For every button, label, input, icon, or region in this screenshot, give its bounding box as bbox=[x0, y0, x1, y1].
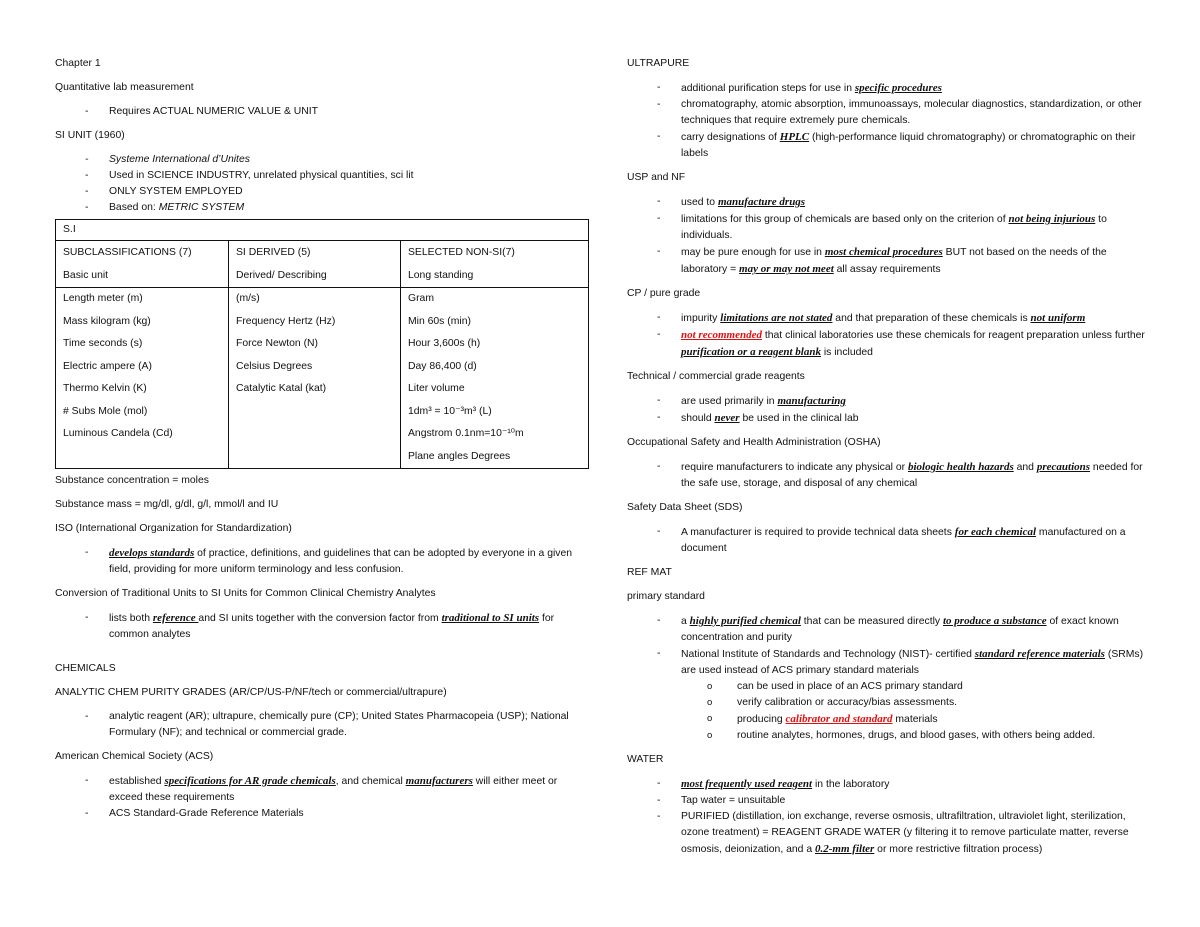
cell: Hour 3,600s (h) bbox=[408, 338, 481, 349]
list-item: - Systeme International d’Unites bbox=[55, 152, 590, 168]
table-header bbox=[401, 241, 589, 288]
text: additional purification steps for use in bbox=[681, 83, 855, 94]
list-item bbox=[55, 773, 590, 806]
ultrapure-heading: ULTRAPURE bbox=[627, 58, 690, 69]
nist-sublist bbox=[681, 679, 1149, 744]
emphasis: most frequently used reagent bbox=[681, 778, 813, 790]
list-item bbox=[627, 211, 1149, 244]
emphasis: most chemical procedures bbox=[824, 246, 943, 258]
list-item bbox=[627, 613, 1149, 646]
subheader-label: Basic unit bbox=[63, 269, 109, 281]
text: National Institute of Standards and Technology (NIST)- certified bbox=[681, 649, 975, 660]
substance-concentration: Substance concentration = moles bbox=[55, 475, 209, 486]
emphasis: reference bbox=[152, 612, 199, 624]
list-item bbox=[627, 524, 1149, 557]
emphasis: not being injurious bbox=[1008, 213, 1096, 225]
list-item: - ACS Standard-Grade Reference Materials bbox=[55, 806, 590, 822]
header-label: SELECTED NON-SI(7) bbox=[408, 247, 515, 258]
text: used to bbox=[681, 197, 718, 208]
text: for common analytes bbox=[109, 613, 555, 640]
substance-mass: Substance mass = mg/dl, g/dl, g/l, mmol/l and IU bbox=[55, 499, 279, 510]
purity-heading: ANALYTIC CHEM PURITY GRADES (AR/CP/US-P/NF/tech or commercial/ultrapure) bbox=[55, 687, 447, 698]
cell: Force Newton (N) bbox=[236, 338, 318, 349]
iso-list bbox=[55, 545, 590, 578]
text: materials bbox=[892, 714, 938, 725]
iso-heading: ISO (International Organization for Standardization) bbox=[55, 523, 292, 534]
sublist-item: o verify calibration or accuracy/bias assessments. bbox=[681, 695, 1149, 711]
acs-heading: American Chemical Society (ACS) bbox=[55, 751, 214, 762]
sublist-item bbox=[681, 711, 1149, 728]
text: manufactured on a document bbox=[681, 527, 1126, 554]
quant-heading: Quantitative lab measurement bbox=[55, 82, 194, 93]
cell: Electric ampere (A) bbox=[63, 360, 152, 372]
cell: Liter volume bbox=[408, 383, 465, 394]
list-item bbox=[627, 80, 1149, 97]
text: is included bbox=[820, 347, 873, 358]
header-label: SI DERIVED (5) bbox=[236, 247, 311, 258]
conversion-heading: Conversion of Traditional Units to SI Units for Common Clinical Chemistry Analytes bbox=[55, 588, 436, 599]
list-item: - analytic reagent (AR); ultrapure, chemically pure (CP); United States Pharmacopeia (USP); National Formulary (NF); and technical or commercial grade. bbox=[55, 709, 590, 741]
list-item bbox=[627, 809, 1149, 858]
emphasis: limitations are not stated bbox=[720, 312, 833, 324]
si-table bbox=[55, 219, 589, 469]
list-item: - chromatography, atomic absorption, immunoassays, molecular diagnostics, standardization, or other techniques that require extremely pure chemicals. bbox=[627, 97, 1149, 129]
cell: Angstrom 0.1nm=10⁻¹⁰m bbox=[408, 428, 524, 439]
text: limitations for this group of chemicals are based only on the criterion of bbox=[681, 214, 1009, 225]
si-unit-heading: SI UNIT (1960) bbox=[55, 130, 125, 141]
text: all assay requirements bbox=[833, 264, 941, 275]
list-item bbox=[627, 129, 1149, 162]
emphasis: never bbox=[714, 412, 740, 424]
list-item bbox=[627, 310, 1149, 327]
emphasis: manufacture drugs bbox=[717, 196, 806, 208]
emphasis: traditional to SI units bbox=[441, 612, 540, 624]
cell: # Subs Mole (mol) bbox=[63, 405, 148, 417]
table-header bbox=[56, 241, 229, 288]
conversion-list bbox=[55, 610, 590, 643]
emphasis: manufacturing bbox=[777, 395, 846, 407]
tech-heading: Technical / commercial grade reagents bbox=[627, 371, 805, 382]
text: should bbox=[681, 413, 715, 424]
sds-heading: Safety Data Sheet (SDS) bbox=[627, 502, 743, 513]
text: impurity bbox=[681, 313, 721, 324]
right-column bbox=[627, 56, 1149, 866]
cell: Day 86,400 (d) bbox=[408, 360, 477, 372]
table-title: S.I bbox=[56, 220, 589, 241]
water-heading: WATER bbox=[627, 754, 664, 765]
list-item bbox=[55, 545, 590, 578]
cell: 1dm³ = 10⁻³m³ (L) bbox=[408, 405, 492, 417]
emphasis: precautions bbox=[1036, 461, 1091, 473]
emphasis: to produce a substance bbox=[943, 615, 1047, 627]
list-item bbox=[627, 459, 1149, 492]
list-item bbox=[627, 776, 1149, 793]
cell: Plane angles Degrees bbox=[408, 450, 511, 462]
refmat-heading: REF MAT bbox=[627, 567, 672, 578]
emphasis: specifications for AR grade chemicals bbox=[164, 775, 336, 787]
ultrapure-list bbox=[627, 80, 1149, 162]
text: established bbox=[109, 776, 165, 787]
cell: Frequency Hertz (Hz) bbox=[236, 315, 336, 327]
emphasis: biologic health hazards bbox=[907, 461, 1014, 473]
text: that clinical laboratories use these chemicals for reagent preparation unless further bbox=[761, 330, 1145, 341]
emphasis: HPLC bbox=[779, 131, 810, 143]
text: of exact known concentration and purity bbox=[681, 616, 1119, 643]
text: Based on: bbox=[109, 202, 159, 213]
text: will either meet or exceed these requirements bbox=[109, 776, 558, 803]
cell: Thermo Kelvin (K) bbox=[63, 383, 147, 394]
chapter-heading: Chapter 1 bbox=[55, 58, 101, 69]
primary-standard-list bbox=[627, 613, 1149, 744]
subheader-label: Derived/ Describing bbox=[236, 269, 327, 281]
list-item bbox=[55, 200, 590, 216]
text: (SRMs) are used instead of ACS primary standard materials bbox=[681, 649, 1144, 676]
header-label: SUBCLASSIFICATIONS (7) bbox=[63, 247, 192, 258]
list-item bbox=[627, 410, 1149, 427]
purity-list bbox=[55, 709, 590, 741]
emphasis: standard reference materials bbox=[974, 648, 1105, 660]
text: a bbox=[681, 616, 690, 627]
text: producing bbox=[737, 714, 786, 725]
text: and SI units together with the conversion factor from bbox=[198, 613, 442, 624]
primary-standard-heading: primary standard bbox=[627, 591, 705, 602]
emphasis: not uniform bbox=[1030, 312, 1086, 324]
list-item: - ONLY SYSTEM EMPLOYED bbox=[55, 184, 590, 200]
sds-list bbox=[627, 524, 1149, 557]
quant-list bbox=[55, 104, 590, 120]
emphasis-red: not recommended bbox=[681, 329, 762, 341]
emphasis: may or may not meet bbox=[739, 263, 834, 275]
text: BUT not based on the needs of the laboratory = bbox=[681, 247, 1107, 275]
text: require manufacturers to indicate any physical or bbox=[681, 462, 908, 473]
cell: Mass kilogram (kg) bbox=[63, 315, 151, 327]
text: that can be measured directly bbox=[800, 616, 943, 627]
emphasis: highly purified chemical bbox=[689, 615, 801, 627]
cell: Catalytic Katal (kat) bbox=[236, 383, 327, 394]
cell: Celsius Degrees bbox=[236, 360, 313, 372]
emphasis-red: calibrator and standard bbox=[785, 713, 893, 725]
list-item: - Used in SCIENCE INDUSTRY, unrelated physical quantities, sci lit bbox=[55, 168, 590, 184]
text: may be pure enough for use in bbox=[681, 247, 825, 258]
text: carry designations of bbox=[681, 132, 780, 143]
acs-list bbox=[55, 773, 590, 822]
osha-heading: Occupational Safety and Health Administration (OSHA) bbox=[627, 437, 881, 448]
usp-list bbox=[627, 194, 1149, 278]
emphasis: develops standards bbox=[109, 547, 195, 559]
emphasis: purification or a reagent blank bbox=[681, 346, 821, 358]
text: to individuals. bbox=[681, 214, 1107, 241]
emphasis: specific procedures bbox=[854, 82, 942, 94]
text: are used primarily in bbox=[681, 396, 778, 407]
osha-list bbox=[627, 459, 1149, 492]
sublist-item: o routine analytes, hormones, drugs, and blood gases, with others being added. bbox=[681, 728, 1149, 744]
table-column-derived bbox=[229, 288, 401, 469]
text: and that preparation of these chemicals is bbox=[832, 313, 1031, 324]
cp-list bbox=[627, 310, 1149, 361]
list-item bbox=[627, 646, 1149, 744]
list-item bbox=[627, 393, 1149, 410]
text: and bbox=[1013, 462, 1037, 473]
table-column-non-si bbox=[401, 288, 589, 469]
emphasis: for each chemical bbox=[954, 526, 1037, 538]
subheader-label: Long standing bbox=[408, 269, 474, 281]
list-item: - Tap water = unsuitable bbox=[627, 793, 1149, 809]
water-list bbox=[627, 776, 1149, 858]
cell: (m/s) bbox=[236, 293, 260, 304]
text: PURIFIED (distillation, ion exchange, reverse osmosis, ultrafiltration, ultraviolet light, sterilization, ozone treatment) = REAGENT GRADE WATER (y filtering it to remove particulate matter, reverse osmosis, deionization, and a bbox=[681, 811, 1129, 855]
text: of practice, definitions, and guidelines that can be adopted by everyone in a given field, providing for more uniform terminology and less confusion. bbox=[109, 548, 573, 575]
table-column-basic bbox=[56, 288, 229, 469]
list-item: - Requires ACTUAL NUMERIC VALUE & UNIT bbox=[55, 104, 590, 120]
cell: Gram bbox=[408, 293, 434, 304]
list-item bbox=[627, 244, 1149, 278]
tech-list bbox=[627, 393, 1149, 427]
left-column bbox=[55, 56, 590, 830]
sublist-item: o can be used in place of an ACS primary standard bbox=[681, 679, 1149, 695]
list-item bbox=[55, 610, 590, 643]
table-header bbox=[229, 241, 401, 288]
text: be used in the clinical lab bbox=[739, 413, 859, 424]
text: or more restrictive filtration process) bbox=[874, 844, 1043, 855]
text: A manufacturer is required to provide technical data sheets bbox=[681, 527, 955, 538]
text: lists both bbox=[109, 613, 153, 624]
cell: Length meter (m) bbox=[63, 293, 143, 304]
cell: Min 60s (min) bbox=[408, 315, 471, 327]
cell: Time seconds (s) bbox=[63, 338, 143, 349]
cp-heading: CP / pure grade bbox=[627, 288, 701, 299]
text: in the laboratory bbox=[812, 779, 890, 790]
emphasis: manufacturers bbox=[405, 775, 473, 787]
text: (high-performance liquid chromatography) or chromatographic on their labels bbox=[681, 132, 1136, 159]
text: METRIC SYSTEM bbox=[158, 202, 245, 213]
si-list bbox=[55, 152, 590, 216]
text: , and chemical bbox=[335, 776, 406, 787]
cell: Luminous Candela (Cd) bbox=[63, 428, 173, 439]
emphasis: 0.2-mm filter bbox=[815, 843, 875, 855]
list-item bbox=[627, 194, 1149, 211]
chemicals-heading: CHEMICALS bbox=[55, 663, 116, 674]
list-item bbox=[627, 327, 1149, 361]
text: needed for the safe use, storage, and disposal of any chemical bbox=[681, 462, 1143, 489]
usp-heading: USP and NF bbox=[627, 172, 686, 183]
